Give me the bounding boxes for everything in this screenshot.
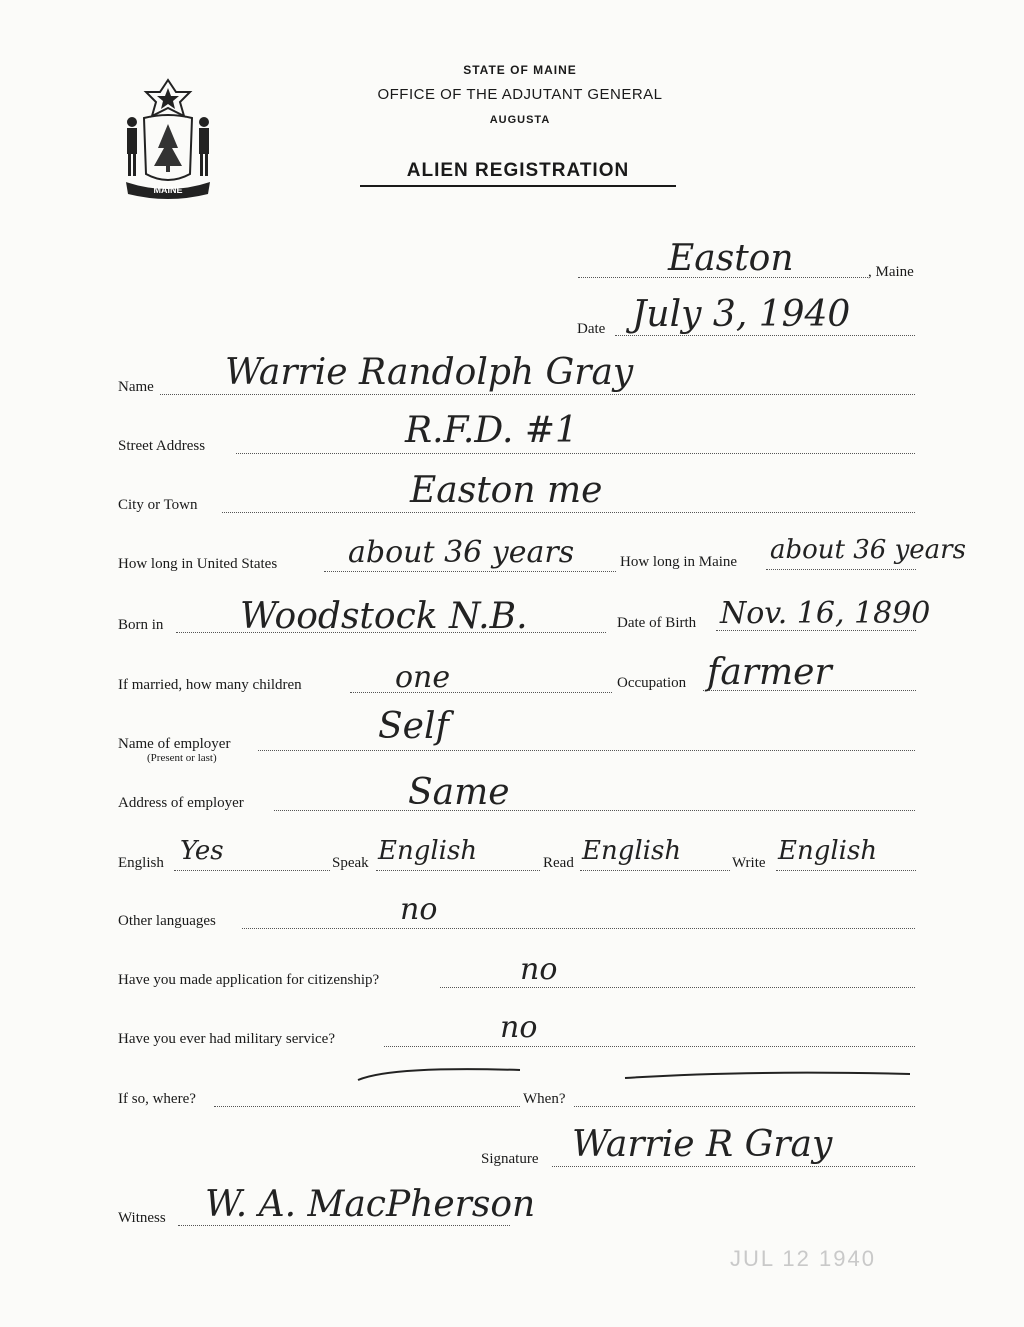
- city-line: [222, 512, 915, 513]
- where-line: [214, 1106, 520, 1107]
- street-value: R.F.D. #1: [405, 410, 578, 451]
- header-office: OFFICE OF THE ADJUTANT GENERAL: [377, 86, 663, 103]
- english-value: Yes: [180, 836, 224, 866]
- speak-value: English: [378, 836, 478, 866]
- read-line: [580, 870, 730, 871]
- seal-banner-text: MAINE: [153, 185, 183, 195]
- witness-label: Witness: [118, 1210, 166, 1226]
- military-label: Have you ever had military service?: [118, 1031, 335, 1047]
- citizenship-value: no: [520, 952, 558, 987]
- dob-label: Date of Birth: [617, 615, 697, 631]
- children-line: [350, 692, 612, 693]
- other-languages-value: no: [400, 892, 438, 927]
- signature-label: Signature: [481, 1151, 539, 1167]
- speak-line: [376, 870, 540, 871]
- write-label: Write: [732, 855, 766, 871]
- form-title: ALIEN REGISTRATION: [360, 160, 676, 187]
- name-label: Name: [118, 379, 154, 395]
- read-value: English: [582, 836, 682, 866]
- born-in-label: Born in: [118, 617, 164, 633]
- us-duration-line: [324, 571, 616, 572]
- header-city: AUGUSTA: [489, 114, 551, 126]
- signature-line: [552, 1166, 915, 1167]
- street-label: Street Address: [118, 438, 206, 454]
- write-value: English: [778, 836, 878, 866]
- name-line: [160, 394, 915, 395]
- employer-value: Self: [378, 706, 449, 747]
- maine-duration-line: [766, 569, 916, 570]
- date-label: Date: [577, 321, 606, 337]
- maine-duration-label: How long in Maine: [620, 554, 738, 570]
- where-when-strokes: [350, 1060, 910, 1090]
- occupation-label: Occupation: [617, 675, 687, 691]
- when-line: [574, 1106, 915, 1107]
- signature-value: Warrie R Gray: [572, 1124, 833, 1165]
- city-value: Easton me: [410, 470, 603, 511]
- military-line: [384, 1046, 915, 1047]
- date-value: July 3, 1940: [632, 294, 851, 335]
- born-in-value: Woodstock N.B.: [240, 596, 528, 637]
- maine-duration-value: about 36 years: [770, 535, 966, 565]
- write-line: [776, 870, 916, 871]
- speak-label: Speak: [332, 855, 369, 871]
- children-label: If married, how many children: [118, 677, 302, 693]
- witness-value: W. A. MacPherson: [205, 1184, 536, 1225]
- us-duration-value: about 36 years: [348, 535, 575, 570]
- children-value: one: [395, 660, 451, 695]
- where-label: If so, where?: [118, 1091, 196, 1107]
- employer-address-line: [274, 810, 915, 811]
- other-languages-line: [242, 928, 915, 929]
- employer-label: Name of employer: [118, 736, 231, 752]
- military-value: no: [500, 1010, 538, 1045]
- read-label: Read: [543, 855, 574, 871]
- citizenship-line: [440, 987, 915, 988]
- english-label: English: [118, 855, 164, 871]
- other-languages-label: Other languages: [118, 913, 216, 929]
- witness-line: [178, 1225, 510, 1226]
- citizenship-label: Have you made application for citizenship?: [118, 972, 380, 988]
- street-line: [236, 453, 915, 454]
- place-suffix: , Maine: [868, 264, 914, 280]
- employer-address-label: Address of employer: [118, 795, 244, 811]
- name-value: Warrie Randolph Gray: [225, 352, 634, 393]
- place-value: Easton: [668, 238, 794, 279]
- dob-value: Nov. 16, 1890: [720, 596, 931, 631]
- employer-sublabel: (Present or last): [147, 752, 217, 764]
- us-duration-label: How long in United States: [118, 556, 278, 572]
- employer-address-value: Same: [408, 772, 510, 813]
- english-line: [174, 870, 330, 871]
- when-label: When?: [523, 1091, 566, 1107]
- date-line: [615, 335, 915, 336]
- received-stamp: JUL 12 1940: [730, 1246, 876, 1271]
- header-state: STATE OF MAINE: [463, 63, 577, 77]
- occupation-value: farmer: [707, 652, 832, 693]
- state-seal-icon: [118, 78, 218, 200]
- employer-line: [258, 750, 915, 751]
- city-label: City or Town: [118, 497, 198, 513]
